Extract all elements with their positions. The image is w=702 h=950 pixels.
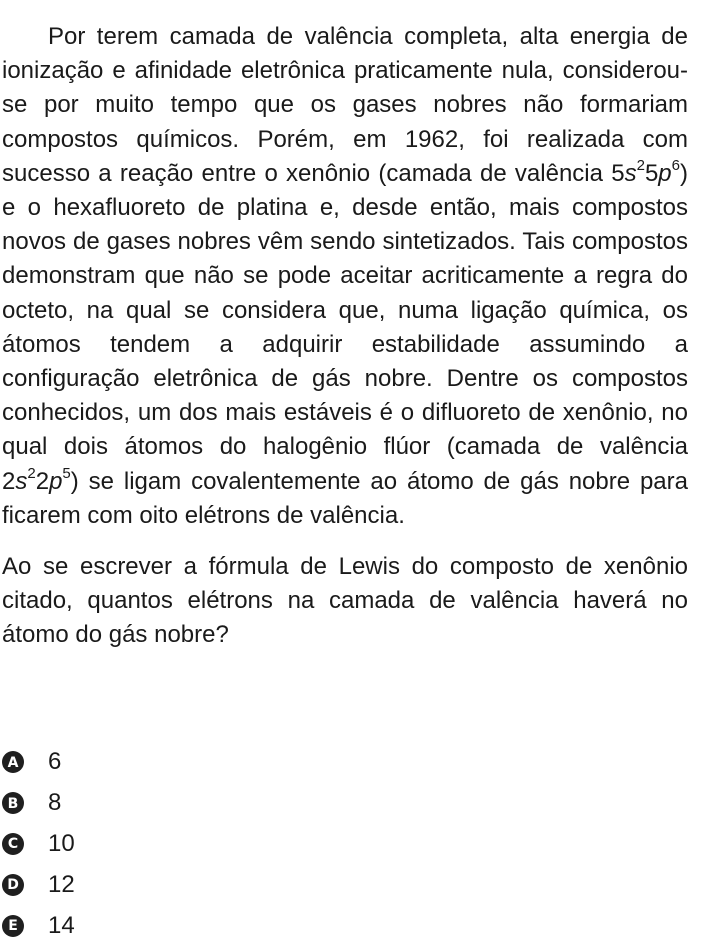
- option-a-text: 6: [48, 748, 62, 776]
- option-d-letter-badge: D: [2, 874, 24, 896]
- xe-orbital-s: s: [624, 159, 637, 187]
- xe-exp-2: 2: [636, 156, 645, 174]
- option-c[interactable]: [2, 824, 75, 865]
- option-e-text: 14: [48, 911, 75, 939]
- option-a[interactable]: [2, 742, 75, 783]
- option-a-letter-badge: A: [2, 751, 24, 773]
- option-e[interactable]: [2, 905, 75, 946]
- f-coef-2b: 2: [35, 467, 50, 495]
- xe-coef-5: 5: [611, 159, 625, 187]
- option-d[interactable]: [2, 864, 75, 905]
- passage-text-2: ) e o hexafluoreto de platina e, desde então, mais compostos novos de gases nobres vêm sendo sintetizados. Tais compostos demonstram que não se pode aceitar acriticamente a regra do octeto, na qual se considera que, numa ligação química, os átomos tendem a adquirir estabilidade assumindo a configuração eletrônica de gás nobre. Dentre os compostos conhecidos, um dos mais estáveis é o difluoreto de xenônio, no qual dois átomos do halogênio flúor (camada de valência: [2, 159, 688, 461]
- option-b[interactable]: [2, 783, 75, 824]
- fluorine-config: [2, 464, 71, 495]
- option-d-text: 12: [48, 870, 75, 898]
- option-e-letter-badge: E: [2, 915, 24, 937]
- question-stem: Ao se escrever a fórmula de Lewis do composto de xenônio citado, quantos elétrons na camada de valência haverá no átomo do gás nobre?: [2, 553, 688, 649]
- f-orbital-s: s: [15, 467, 28, 495]
- answer-options: [2, 742, 75, 946]
- option-b-text: 8: [48, 789, 62, 817]
- f-exp-2: 2: [27, 464, 36, 482]
- passage-text-1: Por terem camada de valência completa, alta energia de ionização e afinidade eletrônica praticamente nula, considerou-se por muito tempo que os gases nobres não formariam compostos químicos. Porém, em 1962, foi realizada com sucesso a reação entre o xenônio (camada de valência: [2, 23, 688, 187]
- option-c-letter-badge: C: [2, 833, 24, 855]
- f-coef-2: 2: [2, 467, 16, 495]
- xe-coef-5b: 5: [644, 159, 659, 187]
- xe-orbital-p: p: [658, 159, 672, 187]
- f-exp-5: 5: [62, 464, 71, 482]
- f-orbital-p: p: [49, 467, 63, 495]
- option-c-text: 10: [48, 829, 75, 857]
- xenon-config: [611, 156, 680, 187]
- option-b-letter-badge: B: [2, 792, 24, 814]
- xe-exp-6: 6: [671, 156, 680, 174]
- passage-text-3: ) se ligam covalentemente ao átomo de gás nobre para ficarem com oito elétrons de valência.: [2, 467, 688, 529]
- passage-paragraph: [2, 20, 688, 533]
